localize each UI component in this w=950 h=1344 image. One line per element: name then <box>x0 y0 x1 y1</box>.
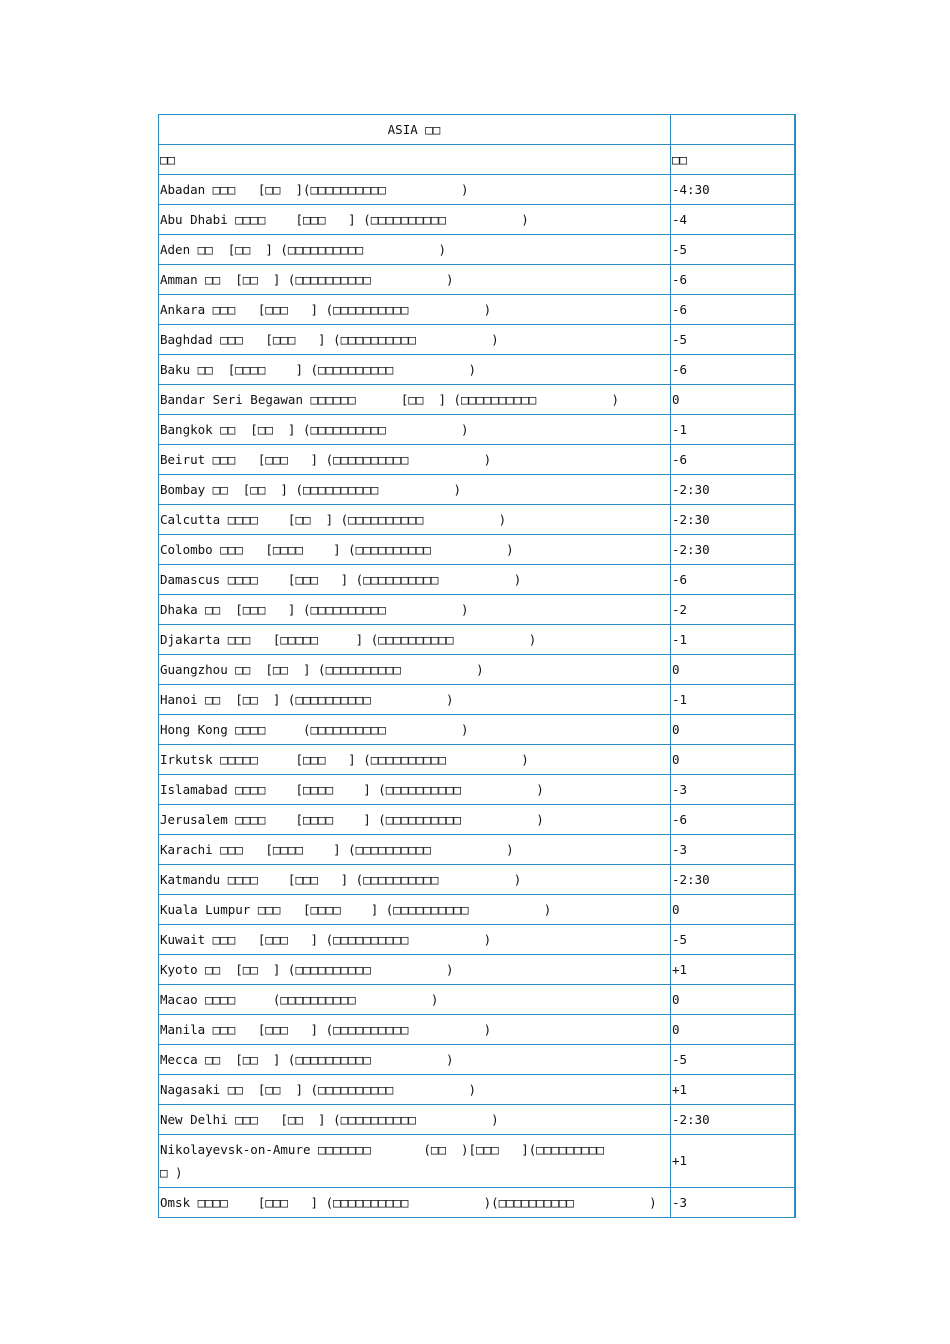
city-cell: Bombay □□ [□□ ] (□□□□□□□□□□ ) <box>159 475 671 505</box>
offset-cell: -5 <box>671 1045 795 1075</box>
city-cell: Islamabad □□□□ [□□□□ ] (□□□□□□□□□□ ) <box>159 775 671 805</box>
city-cell: Kyoto □□ [□□ ] (□□□□□□□□□□ ) <box>159 955 671 985</box>
city-cell: Katmandu □□□□ [□□□ ] (□□□□□□□□□□ ) <box>159 865 671 895</box>
table-row <box>159 1015 795 1045</box>
city-cell: Amman □□ [□□ ] (□□□□□□□□□□ ) <box>159 265 671 295</box>
offset-cell: -2:30 <box>671 535 795 565</box>
table-row <box>159 205 795 235</box>
offset-cell: 0 <box>671 715 795 745</box>
offset-cell: -6 <box>671 445 795 475</box>
table-row <box>159 385 795 415</box>
city-cell: Irkutsk □□□□□ [□□□ ] (□□□□□□□□□□ ) <box>159 745 671 775</box>
offset-cell: +1 <box>671 955 795 985</box>
table-row <box>159 1045 795 1075</box>
city-cell: Guangzhou □□ [□□ ] (□□□□□□□□□□ ) <box>159 655 671 685</box>
offset-cell: -5 <box>671 235 795 265</box>
table-row <box>159 295 795 325</box>
table-row <box>159 625 795 655</box>
city-cell: Baghdad □□□ [□□□ ] (□□□□□□□□□□ ) <box>159 325 671 355</box>
city-cell: Bandar Seri Begawan □□□□□□ [□□ ] (□□□□□□□□□□ ) <box>159 385 671 415</box>
offset-cell: -5 <box>671 325 795 355</box>
table-row <box>159 325 795 355</box>
table-row <box>159 235 795 265</box>
table-row <box>159 1075 795 1105</box>
table-title: ASIA □□ <box>159 115 671 145</box>
table-row <box>159 1188 795 1218</box>
offset-cell: 0 <box>671 1015 795 1045</box>
table-row <box>159 265 795 295</box>
offset-cell: -2:30 <box>671 505 795 535</box>
table-row <box>159 355 795 385</box>
offset-cell: -3 <box>671 835 795 865</box>
city-cell: Damascus □□□□ [□□□ ] (□□□□□□□□□□ ) <box>159 565 671 595</box>
table-title-blank-cell <box>671 115 795 145</box>
city-cell: Mecca □□ [□□ ] (□□□□□□□□□□ ) <box>159 1045 671 1075</box>
table-row <box>159 865 795 895</box>
table-row <box>159 895 795 925</box>
city-cell: Djakarta □□□ [□□□□□ ] (□□□□□□□□□□ ) <box>159 625 671 655</box>
table-row <box>159 805 795 835</box>
table-title-row <box>159 115 795 145</box>
city-cell: Jerusalem □□□□ [□□□□ ] (□□□□□□□□□□ ) <box>159 805 671 835</box>
city-cell: Nagasaki □□ [□□ ] (□□□□□□□□□□ ) <box>159 1075 671 1105</box>
asia-timezone-table <box>158 114 796 1218</box>
offset-cell: 0 <box>671 745 795 775</box>
city-cell: New Delhi □□□ [□□ ] (□□□□□□□□□□ ) <box>159 1105 671 1135</box>
offset-cell: -6 <box>671 565 795 595</box>
city-cell: Manila □□□ [□□□ ] (□□□□□□□□□□ ) <box>159 1015 671 1045</box>
offset-cell: 0 <box>671 985 795 1015</box>
city-cell: Ankara □□□ [□□□ ] (□□□□□□□□□□ ) <box>159 295 671 325</box>
city-cell: Colombo □□□ [□□□□ ] (□□□□□□□□□□ ) <box>159 535 671 565</box>
table-row <box>159 1105 795 1135</box>
offset-cell: -3 <box>671 775 795 805</box>
table-header-row <box>159 145 795 175</box>
table-row <box>159 715 795 745</box>
offset-cell: -2:30 <box>671 1105 795 1135</box>
city-cell: Kuwait □□□ [□□□ ] (□□□□□□□□□□ ) <box>159 925 671 955</box>
offset-cell: -6 <box>671 355 795 385</box>
city-cell: Hanoi □□ [□□ ] (□□□□□□□□□□ ) <box>159 685 671 715</box>
offset-cell: +1 <box>671 1075 795 1105</box>
city-cell: Kuala Lumpur □□□ [□□□□ ] (□□□□□□□□□□ ) <box>159 895 671 925</box>
table-row <box>159 955 795 985</box>
column-header-city: □□ <box>159 145 671 175</box>
city-cell: Aden □□ [□□ ] (□□□□□□□□□□ ) <box>159 235 671 265</box>
offset-cell: -4:30 <box>671 175 795 205</box>
offset-cell: -2:30 <box>671 475 795 505</box>
city-cell: Baku □□ [□□□□ ] (□□□□□□□□□□ ) <box>159 355 671 385</box>
table-row <box>159 415 795 445</box>
table-row <box>159 925 795 955</box>
offset-cell: -6 <box>671 805 795 835</box>
table-row <box>159 505 795 535</box>
offset-cell: -3 <box>671 1188 795 1218</box>
city-cell: Macao □□□□ (□□□□□□□□□□ ) <box>159 985 671 1015</box>
table-row <box>159 535 795 565</box>
city-cell: Nikolayevsk-on-Amure □□□□□□□ (□□ )[□□□ ](□□□□□□□□□ □ ) <box>159 1135 671 1188</box>
offset-cell: -5 <box>671 925 795 955</box>
table-row <box>159 655 795 685</box>
offset-cell: -6 <box>671 295 795 325</box>
city-cell: Omsk □□□□ [□□□ ] (□□□□□□□□□□ )(□□□□□□□□□□ ) <box>159 1188 671 1218</box>
city-cell: Bangkok □□ [□□ ] (□□□□□□□□□□ ) <box>159 415 671 445</box>
offset-cell: -2 <box>671 595 795 625</box>
table-row <box>159 1135 795 1188</box>
table-row <box>159 835 795 865</box>
table-row <box>159 565 795 595</box>
offset-cell: -1 <box>671 685 795 715</box>
city-cell: Hong Kong □□□□ (□□□□□□□□□□ ) <box>159 715 671 745</box>
offset-cell: -1 <box>671 625 795 655</box>
offset-cell: +1 <box>671 1135 795 1188</box>
city-cell: Dhaka □□ [□□□ ] (□□□□□□□□□□ ) <box>159 595 671 625</box>
table-row <box>159 985 795 1015</box>
table-row <box>159 475 795 505</box>
city-cell: Abadan □□□ [□□ ](□□□□□□□□□□ ) <box>159 175 671 205</box>
city-cell: Abu Dhabi □□□□ [□□□ ] (□□□□□□□□□□ ) <box>159 205 671 235</box>
offset-cell: -2:30 <box>671 865 795 895</box>
table-row <box>159 685 795 715</box>
city-cell: Beirut □□□ [□□□ ] (□□□□□□□□□□ ) <box>159 445 671 475</box>
table-row <box>159 175 795 205</box>
offset-cell: 0 <box>671 385 795 415</box>
offset-cell: 0 <box>671 895 795 925</box>
offset-cell: -4 <box>671 205 795 235</box>
city-cell: Calcutta □□□□ [□□ ] (□□□□□□□□□□ ) <box>159 505 671 535</box>
timezone-document <box>158 114 794 1218</box>
table-row <box>159 595 795 625</box>
table-row <box>159 745 795 775</box>
offset-cell: 0 <box>671 655 795 685</box>
column-header-offset: □□ <box>671 145 795 175</box>
table-row <box>159 445 795 475</box>
offset-cell: -6 <box>671 265 795 295</box>
table-row <box>159 775 795 805</box>
city-cell: Karachi □□□ [□□□□ ] (□□□□□□□□□□ ) <box>159 835 671 865</box>
offset-cell: -1 <box>671 415 795 445</box>
